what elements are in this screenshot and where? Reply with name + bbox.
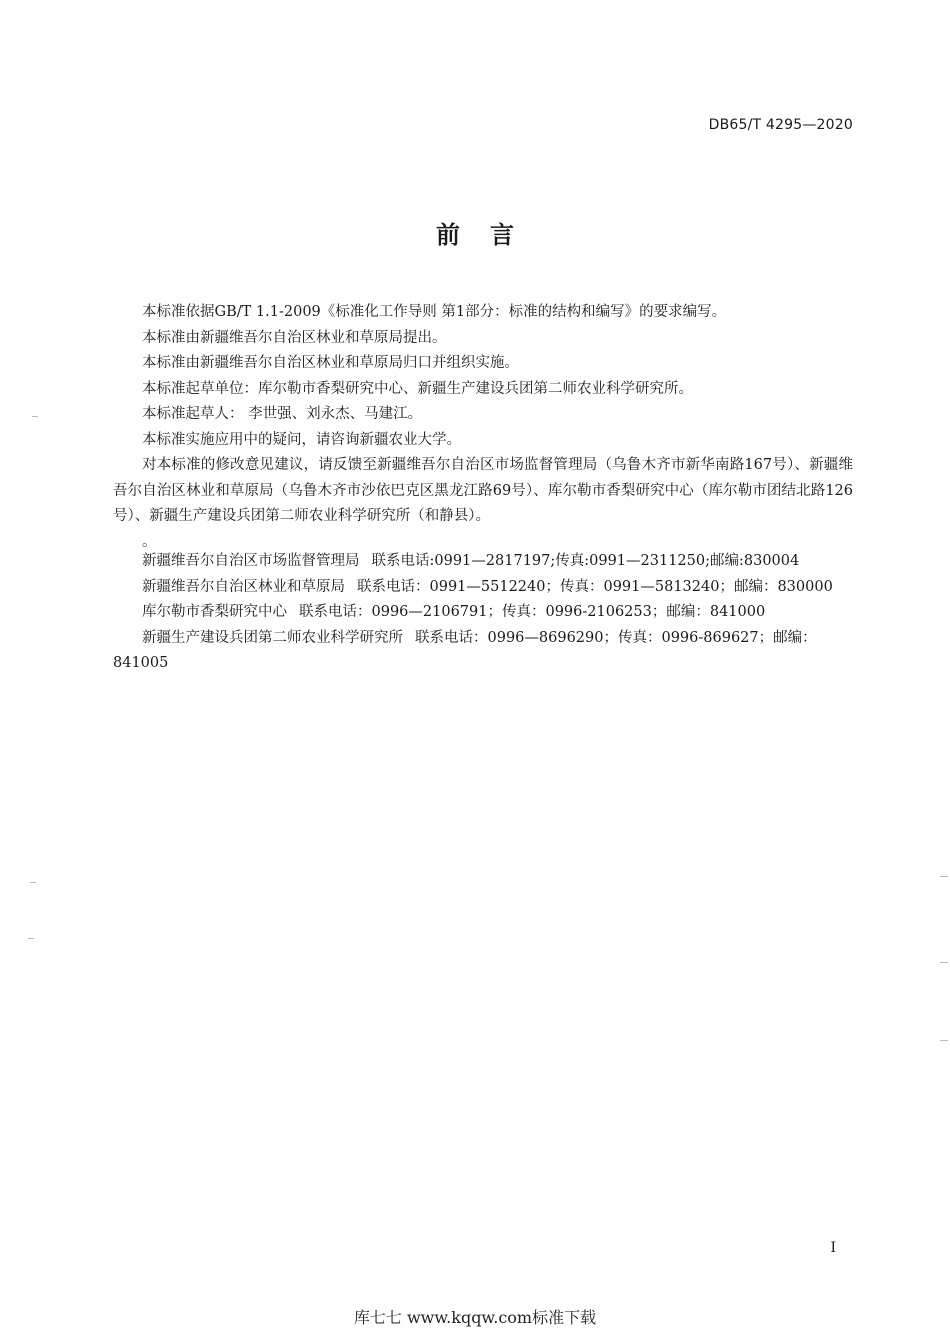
paragraph-proposer: 本标准由新疆维吾尔自治区林业和草原局提出。 xyxy=(142,329,447,346)
contact-list xyxy=(113,549,853,677)
paragraph-drafters: 本标准起草人： 李世强、刘永杰、马建江。 xyxy=(142,406,423,422)
scan-edge-mark xyxy=(28,938,34,939)
contact-org: 新疆维吾尔自治区市场监督管理局 xyxy=(142,553,360,569)
scan-edge-mark xyxy=(30,882,36,883)
contact-line xyxy=(113,575,853,601)
contact-info: 联系电话：0996—8696290；传真：0996-869627；邮编：841005 xyxy=(113,629,817,671)
page-number: I xyxy=(830,1240,836,1256)
contact-info: 联系电话:0991—2817197;传真:0991—2311250;邮编:830004 xyxy=(371,553,800,569)
contact-info: 联系电话：0996—2106791；传真：0996-2106253；邮编：841000 xyxy=(299,604,766,620)
contact-line xyxy=(113,549,853,575)
paragraph-period: 。 xyxy=(142,533,157,550)
scan-edge-mark xyxy=(940,1040,948,1041)
paragraph-administrator: 本标准由新疆维吾尔自治区林业和草原局归口并组织实施。 xyxy=(142,355,519,371)
scan-edge-mark xyxy=(940,876,948,877)
scan-edge-mark xyxy=(940,962,948,963)
contact-line xyxy=(113,626,853,677)
contact-org: 新疆生产建设兵团第二师农业科学研究所 xyxy=(142,629,403,646)
contact-org: 新疆维吾尔自治区林业和草原局 xyxy=(142,578,345,595)
paragraph-feedback: 对本标准的修改意见建议，请反馈至新疆维吾尔自治区市场监督管理局（乌鲁木齐市新华南路167号）、新疆维吾尔自治区林业和草原局（乌鲁木齐市沙依巴克区黑龙江路69号）、库尔勒市香梨研究中心（库尔勒市团结北路126号）、新疆生产建设兵团第二师农业科学研究所（和静县）。 xyxy=(113,457,853,524)
scan-edge-mark xyxy=(32,416,38,417)
standard-code: DB65/T 4295—2020 xyxy=(708,117,853,133)
foreword-body xyxy=(113,300,853,555)
contact-org: 库尔勒市香梨研究中心 xyxy=(142,604,287,620)
footer-watermark: 库七七 www.kqqw.com标准下载 xyxy=(353,1308,597,1327)
page-title: 前言 xyxy=(436,221,544,249)
contact-info: 联系电话：0991—5512240；传真：0991—5813240；邮编：830000 xyxy=(357,578,833,595)
paragraph-consultation: 本标准实施应用中的疑问，请咨询新疆农业大学。 xyxy=(142,431,461,448)
paragraph-basis: 本标准依据GB/T 1.1-2009《标准化工作导则 第1部分：标准的结构和编写》的要求编写。 xyxy=(142,304,727,320)
paragraph-drafting-units: 本标准起草单位：库尔勒市香梨研究中心、新疆生产建设兵团第二师农业科学研究所。 xyxy=(142,380,693,397)
contact-line xyxy=(113,600,853,626)
